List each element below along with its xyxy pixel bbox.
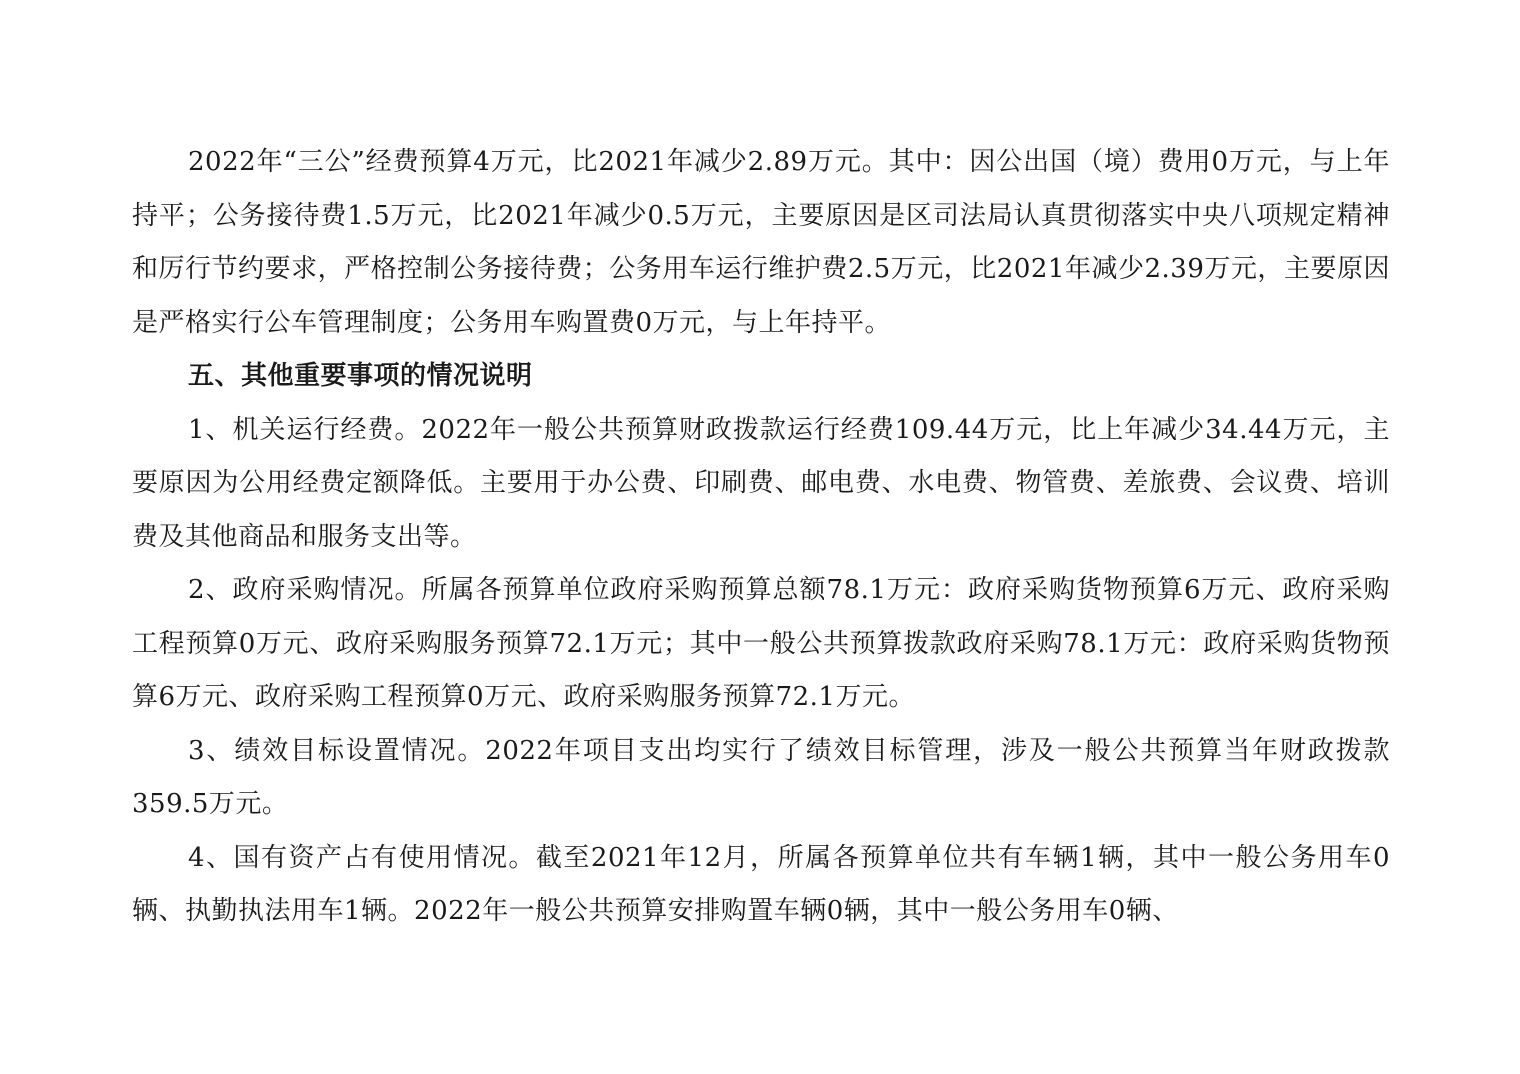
section-heading-other-matters: 五、其他重要事项的情况说明: [188, 361, 533, 391]
paragraph-three-public-expenses: 2022年“三公”经费预算4万元，比2021年减少2.89万元。其中：因公出国（境）费用0万元，与上年持平；公务接待费1.5万元，比2021年减少0.5万元，主要原因是区司法局认真贯彻落实中央八项规定精神和厉行节约要求，严格控制公务接待费；公务用车运行维护费2.5万元，比2021年减少2.39万元，主要原因是严格实行公车管理制度；公务用车购置费0万元，与上年持平。: [132, 147, 1390, 338]
paragraph-government-procurement: 2、政府采购情况。所属各预算单位政府采购预算总额78.1万元：政府采购货物预算6万元、政府采购工程预算0万元、政府采购服务预算72.1万元；其中一般公共预算拨款政府采购78.1万元：政府采购货物预算6万元、政府采购工程预算0万元、政府采购服务预算72.1万元。: [132, 575, 1390, 712]
document-page: [132, 136, 1390, 939]
paragraph-state-assets: 4、国有资产占有使用情况。截至2021年12月，所属各预算单位共有车辆1辆，其中一般公务用车0辆、执勤执法用车1辆。2022年一般公共预算安排购置车辆0辆，其中一般公务用车0辆、: [132, 842, 1390, 926]
paragraph-performance-targets: 3、绩效目标设置情况。2022年项目支出均实行了绩效目标管理，涉及一般公共预算当年财政拨款359.5万元。: [132, 735, 1390, 819]
paragraph-agency-operating-costs: 1、机关运行经费。2022年一般公共预算财政拨款运行经费109.44万元，比上年减少34.44万元，主要原因为公用经费定额降低。主要用于办公费、印刷费、邮电费、水电费、物管费、差旅费、会议费、培训费及其他商品和服务支出等。: [132, 414, 1390, 552]
